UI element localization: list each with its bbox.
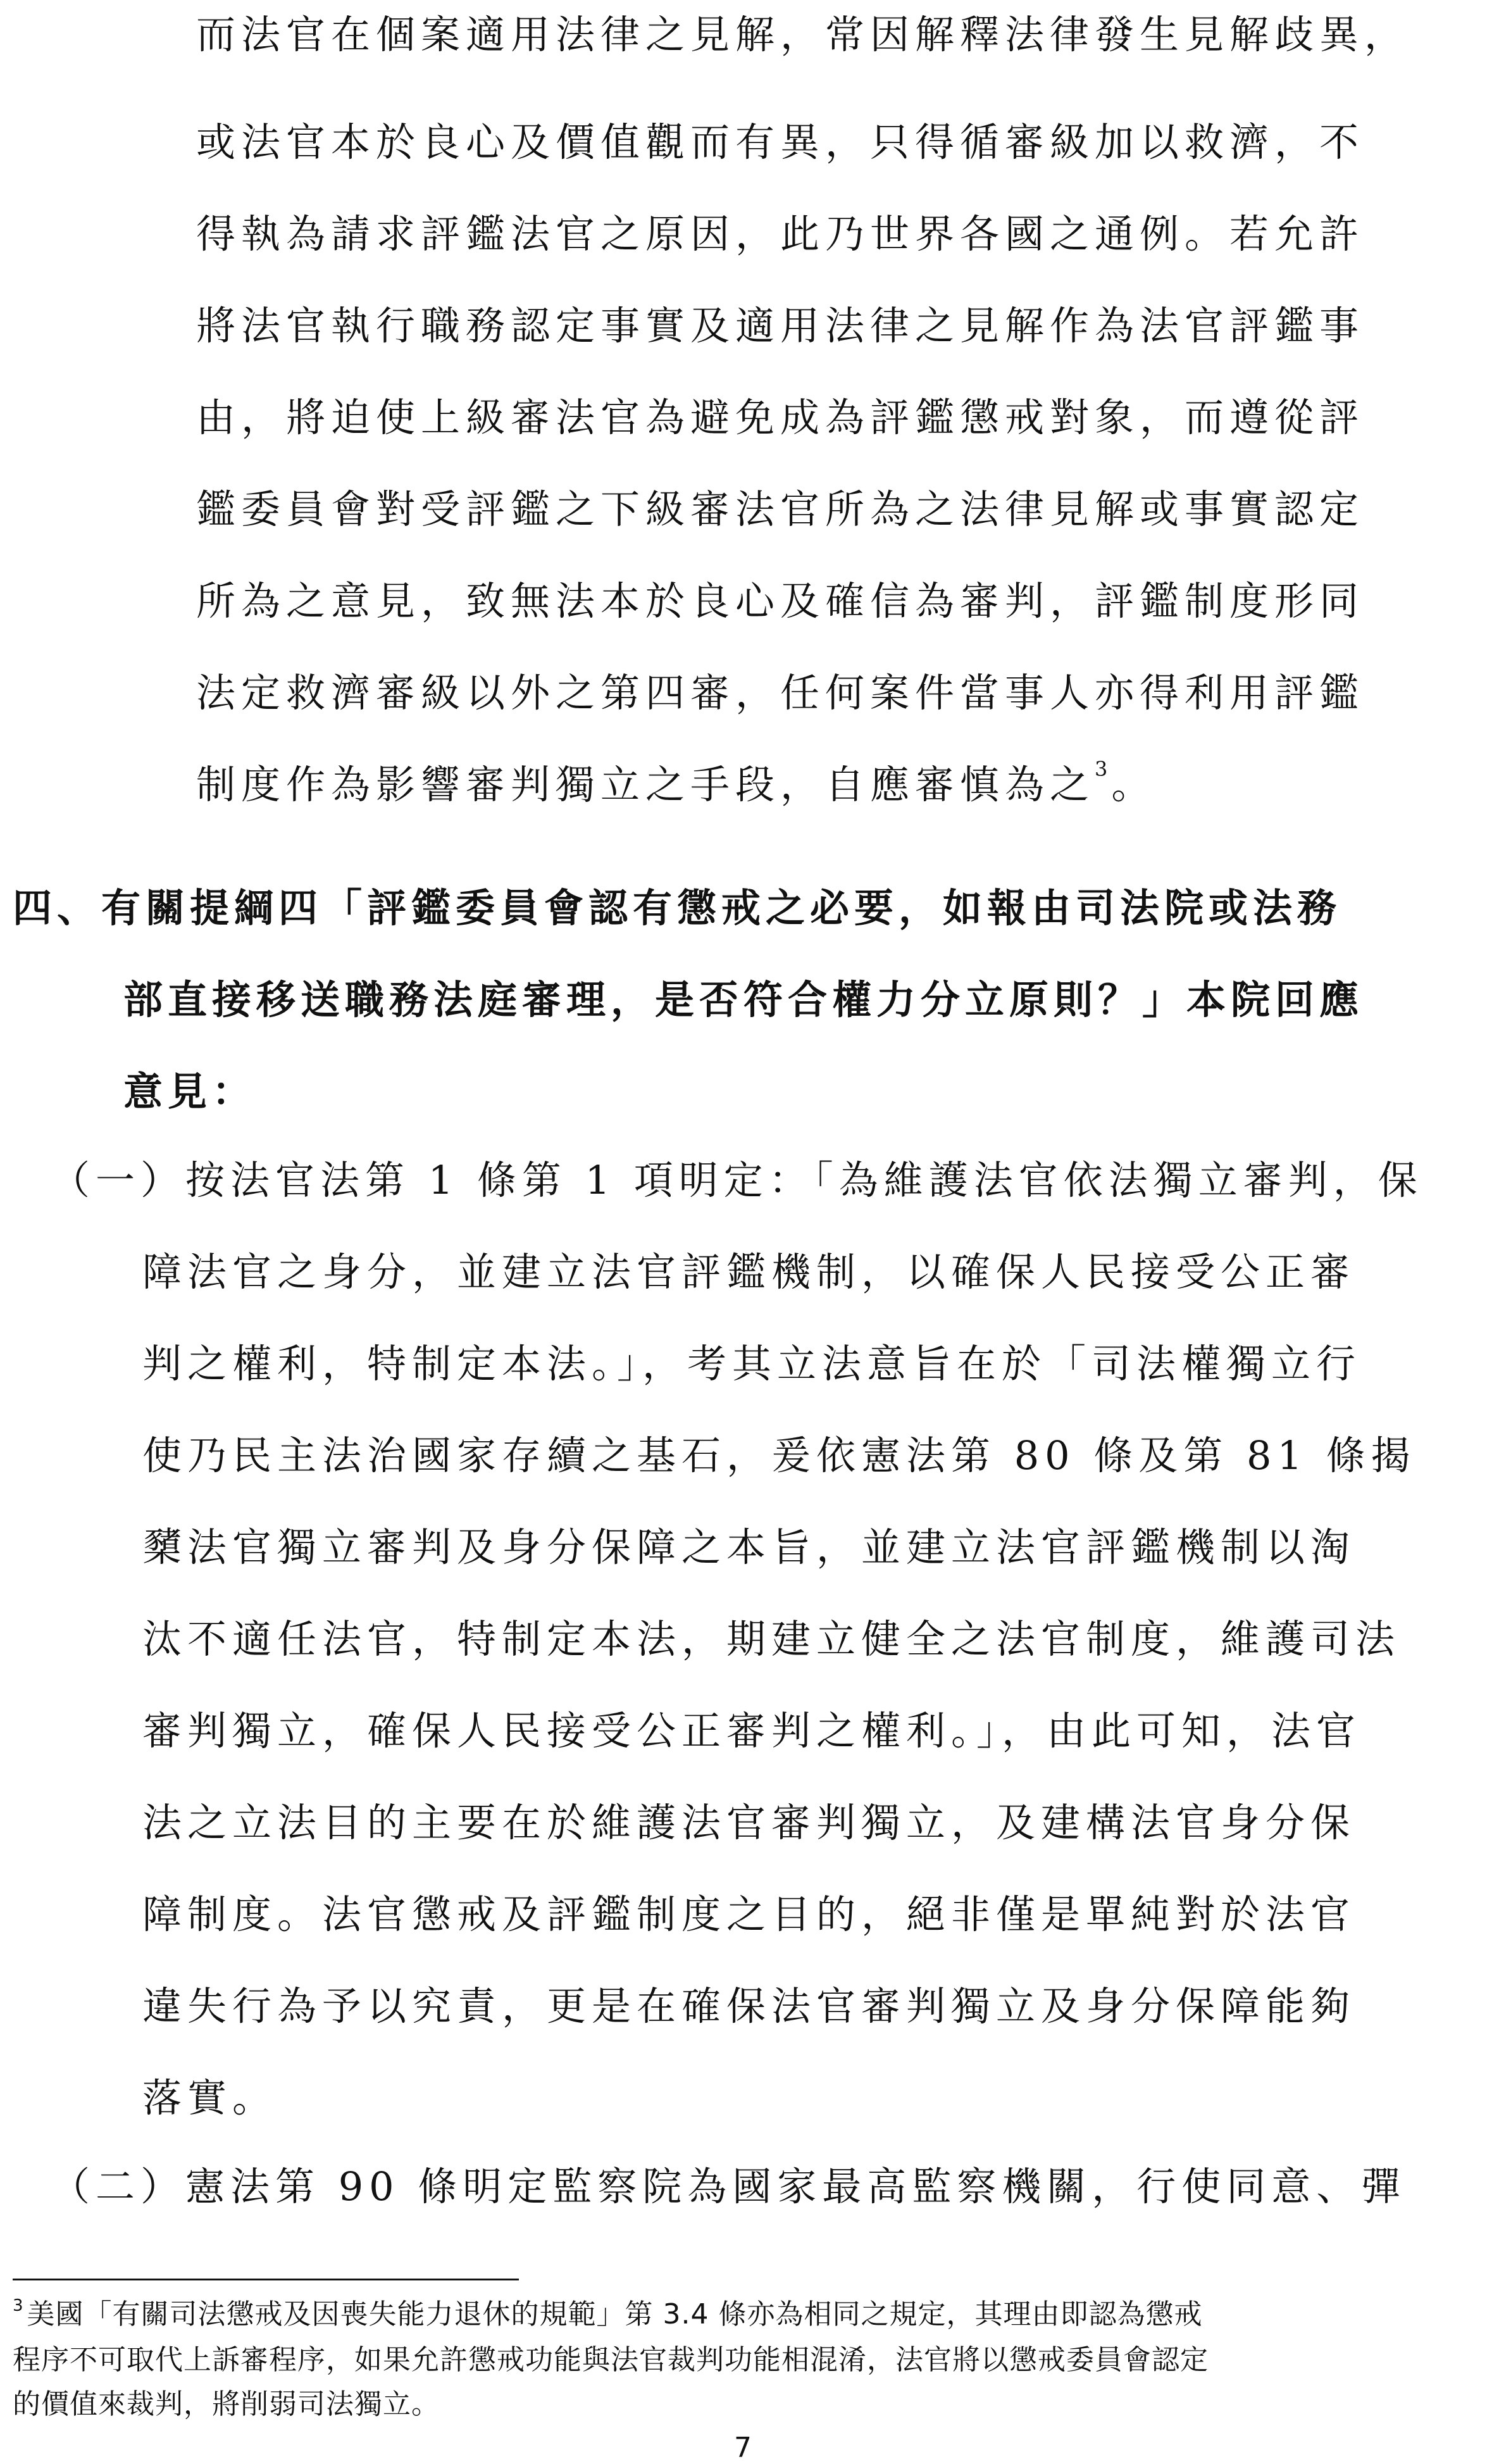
body-line: 鑑委員會對受評鑑之下級審法官所為之法律見解或事實認定 (196, 486, 1365, 532)
section-heading: 意見： (123, 1068, 257, 1115)
list-item-line: 汰不適任法官，特制定本法，期建立健全之法官制度，維護司法 (142, 1616, 1401, 1662)
list-item-line: 違失行為予以究責，更是在確保法官審判獨立及身分保障能夠 (142, 1983, 1356, 2029)
footnote-reference: 3 (1095, 757, 1108, 781)
list-item-line: 障法官之身分，並建立法官評鑑機制，以確保人民接受公正審 (142, 1249, 1356, 1295)
list-item-line: 障制度。法官懲戒及評鑑制度之目的，絕非僅是單純對於法官 (142, 1891, 1356, 1937)
list-item-line: （二）憲法第 90 條明定監察院為國家最高監察機關，行使同意、彈 (51, 2163, 1407, 2210)
body-line: 法定救濟審級以外之第四審，任何案件當事人亦得利用評鑑 (196, 670, 1365, 716)
body-line-last (196, 756, 1156, 813)
body-line: 將法官執行職務認定事實及適用法律之見解作為法官評鑑事 (196, 303, 1365, 349)
body-line: 而法官在個案適用法律之見解，常因解釋法律發生見解歧異， (196, 11, 1410, 58)
section-heading: 部直接移送職務法庭審理，是否符合權力分立原則？」本院回應 (123, 977, 1364, 1023)
section-heading: 四、有關提綱四「評鑑委員會認有懲戒之必要，如報由司法院或法務 (13, 885, 1342, 931)
footnote-line (13, 2296, 1203, 2333)
footnote-line: 程序不可取代上訴審程序，如果允許懲戒功能與法官裁判功能相混淆，法官將以懲戒委員會認定 (13, 2344, 1209, 2376)
list-item-line: 落實。 (142, 2075, 278, 2121)
body-line: 或法官本於良心及價值觀而有異，只得循審級加以救濟，不 (196, 119, 1365, 165)
body-text: 制度作為影響審判獨立之手段，自應審慎為之 (196, 761, 1095, 808)
list-item-line: 櫫法官獨立審判及身分保障之本旨，並建立法官評鑑機制以淘 (142, 1524, 1356, 1570)
footnote-line: 的價值來裁判，將削弱司法獨立。 (13, 2388, 440, 2420)
footnote-separator (13, 2279, 519, 2280)
footnote-text: 美國「有關司法懲戒及因喪失能力退休的規範」第 3.4 條亦為相同之規定，其理由即認為懲戒 (27, 2298, 1203, 2330)
body-line: 由，將迫使上級審法官為避免成為評鑑懲戒對象，而遵從評 (196, 394, 1365, 441)
list-item-line: 使乃民主法治國家存續之基石，爰依憲法第 80 條及第 81 條揭 (142, 1432, 1416, 1479)
body-line: 所為之意見，致無法本於良心及確信為審判，評鑑制度形同 (196, 578, 1365, 624)
body-line: 得執為請求評鑑法官之原因，此乃世界各國之通例。若允許 (196, 211, 1365, 257)
list-item-line: 法之立法目的主要在於維護法官審判獨立，及建構法官身分保 (142, 1799, 1356, 1846)
body-text: 。 (1111, 761, 1157, 808)
page-number: 7 (734, 2432, 752, 2464)
footnote-number: 3 (13, 2296, 23, 2315)
list-item-line: 判之權利，特制定本法。」，考其立法意旨在於「司法權獨立行 (142, 1341, 1362, 1387)
list-item-line: 審判獨立，確保人民接受公正審判之權利。」，由此可知，法官 (142, 1708, 1362, 1754)
list-item-line: （一）按法官法第 1 條第 1 項明定：「為維護法官依法獨立審判，保 (51, 1157, 1423, 1203)
